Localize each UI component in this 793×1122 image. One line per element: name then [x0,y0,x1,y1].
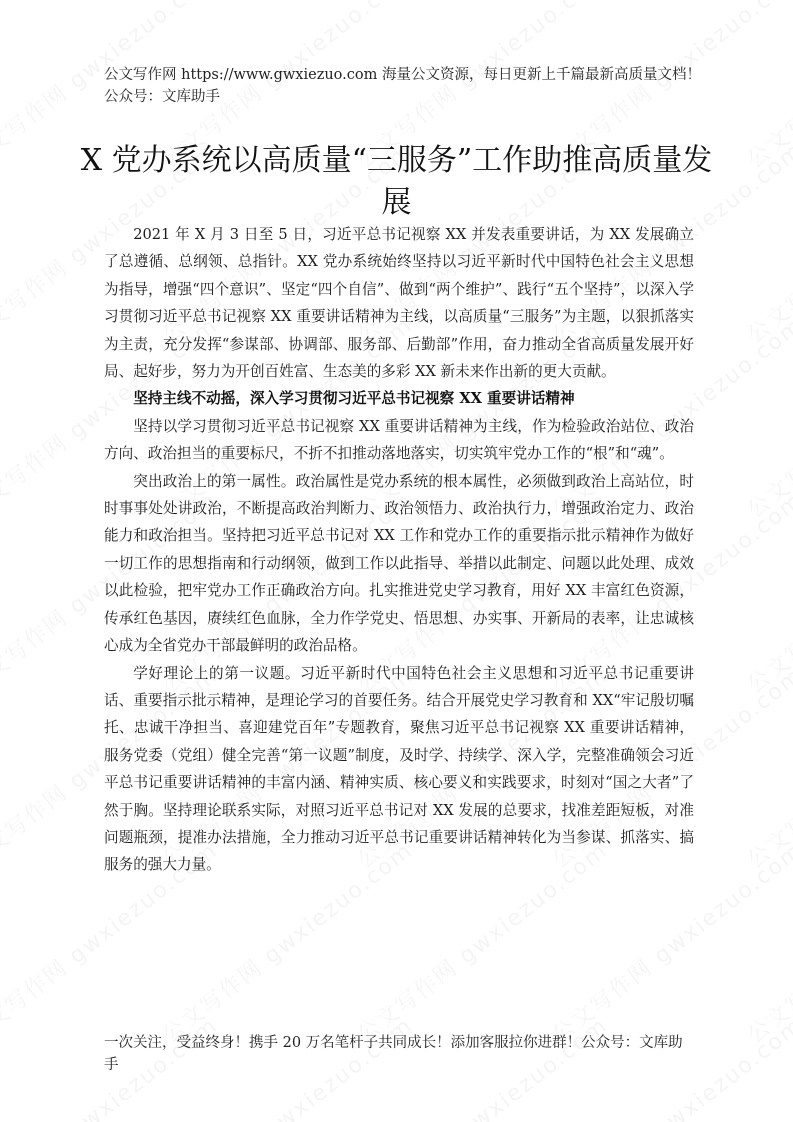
watermark-text [740,309,793,524]
body-paragraph: 学好理论上的第一议题。习近平新时代中国特色社会主义思想和习近平总书记重要讲话、重要指示批示精神，是理论学习的首要任务。结合开展党史学习教育和 XX“牢记殷切嘱托、忠诚干净担当、喜迎建党百年”专题教育，聚焦习近平总书记视察 XX 重要讲话精神，服务党委（党组）健全完善“第一议题”制度，及时学、持续学、深入学，完整准确领会习近平总书记重要讲话精神的丰富内涵、精神实质、核心要义和实践要求，时刻对“国之大者”了然于胸。坚持理论联系实际，对照习近平总书记对 XX 发展的总要求，找准差距短板，对准问题瓶颈，提准办法措施，全力推动习近平总书记重要讲话精神转化为当参谋、抓落实、搞服务的强大力量。 [104,664,694,874]
watermark-text [740,484,793,699]
document-body [104,221,694,879]
body-paragraph: 2021 年 X 月 3 日至 5 日，习近平总书记视察 XX 并发表重要讲话，为 XX 发展确立了总遵循、总纲领、总指针。XX 党办系统始终坚持以习近平新时代中国特色社会主义思想为指导，增强“四个意识”、坚定“四个自信”、做到“两个维护”、践行“五个坚持”，以深入学习贯彻习近平总书记视察 XX 重要讲话精神为主线，以高质量“三服务”为主题，以狠抓落实为主责，充分发挥“参谋部、协调部、服务部、后勤部”作用，奋力推动全省高质量发展开好局、起好步，努力为开创百姓富、生态美的多彩 XX 新未来作出新的更大贡献。 [104,226,694,381]
watermark-text [740,659,793,874]
body-paragraph: 坚持以学习贯彻习近平总书记视察 XX 重要讲话精神为主线，作为检验政治站位、政治方向、政治担当的重要标尺，不折不扣推动落地落实，切实筑牢党办工作的“根”和“魂”。 [104,417,694,463]
footer-note: 一次关注，受益终身！携手 20 万名笔杆子共同成长！添加客服拉你进群！公众号：文库助手 [104,1035,683,1073]
watermark-text [740,834,793,1049]
watermark-text [740,0,793,174]
body-paragraph: 突出政治上的第一属性。政治属性是党办系统的根本属性，必须做到政治上高站位，时时事事处处讲政治，不断提高政治判断力、政治领悟力、政治执行力，增强政治定力、政治能力和政治担当。坚持把习近平总书记对 XX 工作和党办工作的重要指示批示精神作为做好一切工作的思想指南和行动纲领，做到工作以此指导、举措以此制定、问题以此处理、成效以此检验，把牢党办工作正确政治方向。扎实推进党史学习教育，用好 XX 丰富红色资源，传承红色基因，赓续红色血脉，全力作学党史、悟思想、办实事、开新局的表率，让忠诚核心成为全省党办干部最鲜明的政治品格。 [104,472,694,655]
header-note: 公文写作网 https://www.gwxiezuo.com 海量公文资源，每日更新上千篇最新高质量文档！ 公众号：文库助手 [104,67,701,105]
document-title: X 党办系统以高质量“三服务”工作助推高质量发展 [80,143,713,220]
watermark-text [740,1009,793,1122]
section-heading: 坚持主线不动摇，深入学习贯彻习近平总书记视察 XX 重要讲话精神 [133,390,575,408]
watermark-text [740,134,793,349]
